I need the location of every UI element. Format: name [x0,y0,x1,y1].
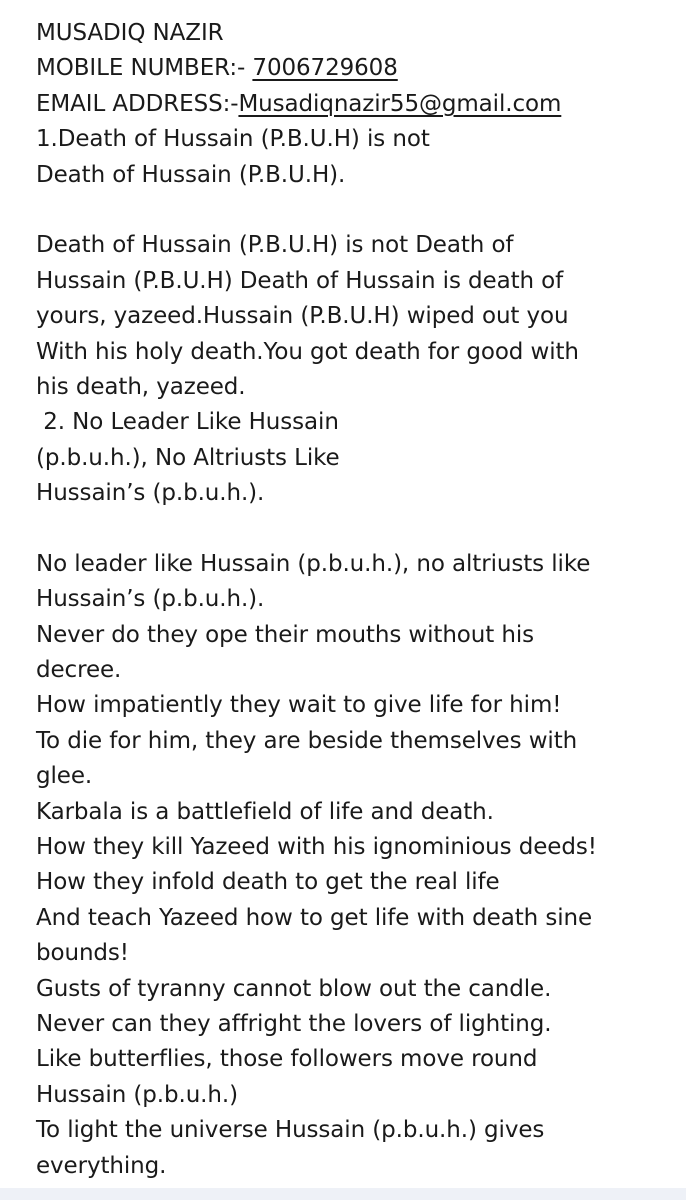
poem2-body-line: How impatiently they wait to give life for him! [36,692,562,719]
email-link[interactable]: Musadiqnazir55@gmail.com [238,90,562,117]
blank-line [36,511,676,546]
poem1-body-line: With his holy death.You got death for good with [36,338,579,365]
author-name: MUSADIQ NAZIR [36,20,224,46]
poem2-title-line: 2. No Leader Like Hussain [36,409,339,436]
poem2-body-line: How they kill Yazeed with his ignominious deeds! [36,833,597,860]
poem2-body-line: everything. [36,1152,167,1179]
phone-link[interactable]: 7006729608 [252,55,398,82]
poem1-title-line: Death of Hussain (P.B.U.H). [36,161,346,188]
poem2-body-line: glee. [36,763,93,790]
mobile-line [36,51,676,86]
poem1-title-line: 1.Death of Hussain (P.B.U.H) is not [36,126,430,153]
email-label: EMAIL ADDRESS:- [36,90,239,117]
bottom-strip [0,1188,686,1200]
blank-line [36,193,676,228]
poem2-body-line: Karbala is a battlefield of life and death. [36,798,494,825]
email-line [36,87,676,122]
poem2-body-line: Never do they ope their mouths without his [36,621,535,648]
poem2-body-line: Never can they affright the lovers of lighting. [36,1010,552,1037]
poem1-body-line: his death, yazeed. [36,373,246,400]
mobile-label: MOBILE NUMBER:- [36,55,253,82]
document-text [36,16,676,1184]
poem2-body-line: No leader like Hussain (p.b.u.h.), no altriusts like [36,550,591,577]
poem2-body-line: Hussain’s (p.b.u.h.). [36,586,265,613]
poem2-body-line: decree. [36,657,122,684]
poem2-body-line: bounds! [36,940,129,967]
poem2-body-line: And teach Yazeed how to get life with death sine [36,904,593,931]
poem1-body-line: yours, yazeed.Hussain (P.B.U.H) wiped out you [36,303,569,330]
poem2-body-line: To light the universe Hussain (p.b.u.h.) gives [36,1117,545,1144]
poem2-title-line: Hussain’s (p.b.u.h.). [36,480,265,507]
poem2-body-line: Hussain (p.b.u.h.) [36,1081,238,1108]
poem1-body-line: Death of Hussain (P.B.U.H) is not Death of [36,232,514,259]
poem2-body-line: Gusts of tyranny cannot blow out the candle. [36,975,552,1002]
poem1-body-line: Hussain (P.B.U.H) Death of Hussain is death of [36,267,564,294]
poem2-body-line: Like butterflies, those followers move round [36,1046,538,1073]
poem2-body-line: To die for him, they are beside themselves with [36,727,578,754]
poem2-title-line: (p.b.u.h.), No Altriusts Like [36,444,340,471]
poem2-body-line: How they infold death to get the real life [36,869,500,896]
